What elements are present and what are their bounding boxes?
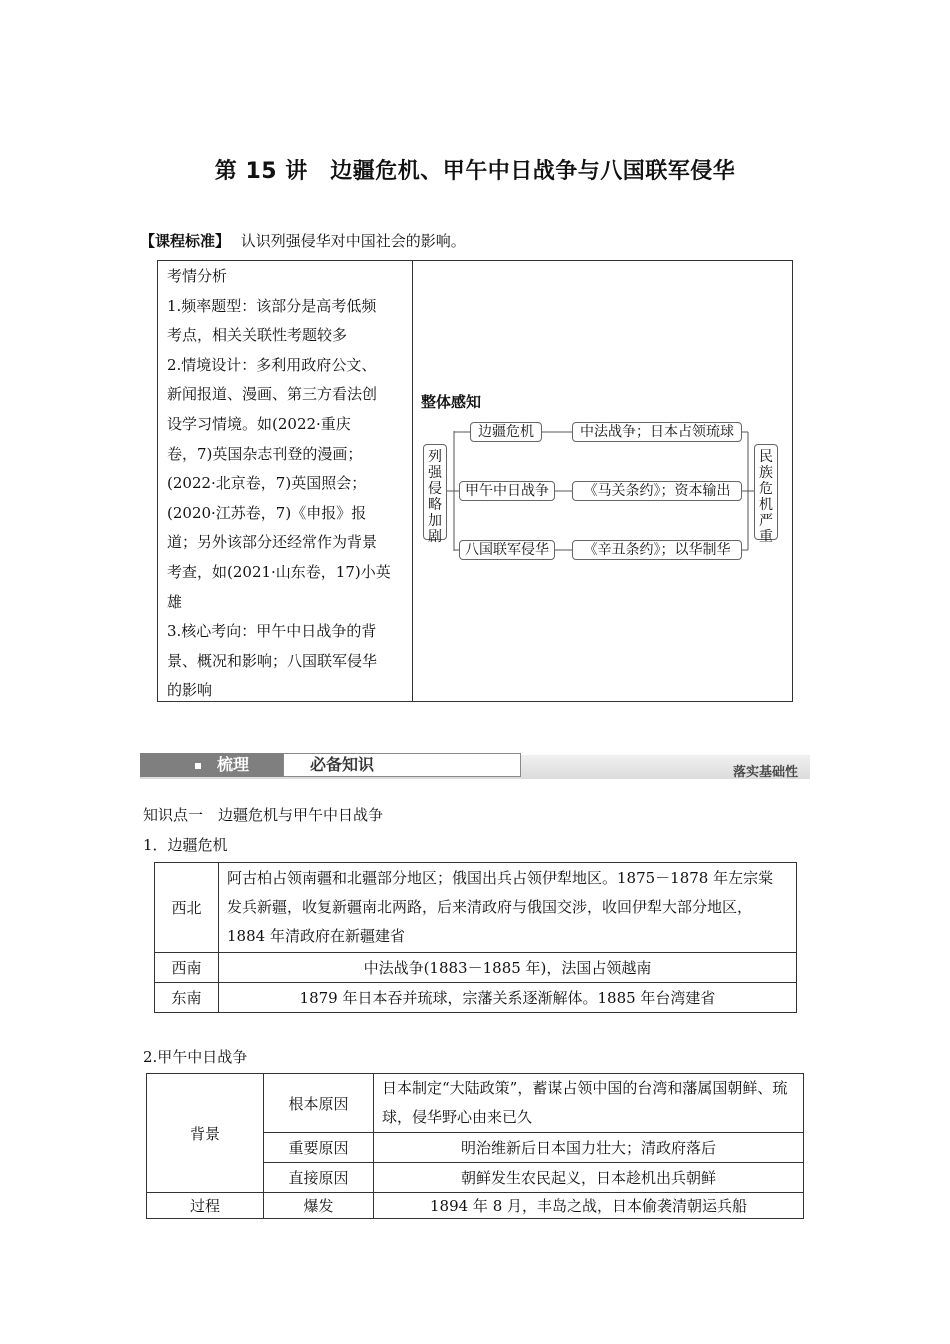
cause-label: 根本原因 — [264, 1074, 374, 1133]
subsection-heading: 1．边疆危机 — [143, 836, 228, 854]
analysis-line: 卷，7)英国杂志刊登的漫画； — [167, 444, 363, 463]
region-text: 中法战争(1883－1885 年)，法国占领越南 — [219, 953, 797, 983]
course-standard — [140, 230, 466, 251]
analysis-line: 道；另外该部分还经常作为背景 — [167, 533, 378, 552]
cause-text: 日本制定“大陆政策”，蓄谋占领中国的台湾和藩属国朝鲜、琉球，侵华野心由来已久 — [374, 1074, 804, 1133]
region-cell: 西南 — [155, 953, 219, 983]
exam-analysis-heading: 考情分析 — [167, 267, 228, 285]
region-cell: 西北 — [155, 863, 219, 953]
cause-label: 直接原因 — [264, 1163, 374, 1193]
analysis-line: 的影响 — [167, 681, 213, 700]
result-node: 《辛丑条约》；以华制华 — [572, 540, 742, 560]
analysis-line: 景、概况和影响；八国联军侵华 — [167, 651, 378, 670]
table-row — [147, 1074, 804, 1133]
table-row — [147, 1193, 804, 1219]
banner-left — [140, 753, 283, 777]
event-node: 甲午中日战争 — [459, 481, 555, 501]
process-cell: 过程 — [147, 1193, 264, 1219]
analysis-line: 考点，相关关联性考题较多 — [167, 326, 348, 345]
war-table — [146, 1073, 804, 1219]
analysis-line: 2.情境设计：多利用政府公文、 — [167, 355, 377, 374]
banner-right: 落实基础性 — [732, 765, 798, 780]
section-banner — [140, 752, 810, 782]
region-text: 1879 年日本吞并琉球，宗藩关系逐渐解体。1885 年台湾建省 — [219, 983, 797, 1013]
subsection-heading: 2.甲午中日战争 — [143, 1048, 248, 1066]
outbreak-text: 1894 年 8 月，丰岛之战，日本偷袭清朝运兵船 — [374, 1193, 804, 1219]
analysis-line: 雄 — [167, 592, 183, 611]
right-node: 民族危机严重 — [754, 444, 778, 540]
result-node: 《马关条约》；资本输出 — [572, 481, 742, 501]
frontier-table — [154, 862, 797, 1013]
table-row — [155, 863, 797, 953]
event-node: 边疆危机 — [470, 422, 542, 442]
result-node: 中法战争；日本占领琉球 — [572, 422, 742, 442]
analysis-line: 设学习情境。如(2022·重庆 — [167, 414, 351, 433]
event-node: 八国联军侵华 — [459, 540, 555, 560]
table-row — [155, 983, 797, 1013]
knowledge-point-heading: 知识点一 边疆危机与甲午中日战争 — [143, 806, 384, 824]
overview-table — [157, 260, 793, 702]
analysis-line: 考查，如(2021·山东卷，17)小英 — [167, 562, 391, 581]
course-standard-text: 认识列强侵华对中国社会的影响。 — [240, 232, 466, 250]
square-icon — [195, 763, 201, 769]
region-cell: 东南 — [155, 983, 219, 1013]
analysis-line: 新闻报道、漫画、第三方看法创 — [167, 385, 378, 404]
cause-label: 重要原因 — [264, 1133, 374, 1163]
page-title: 第 15 讲 边疆危机、甲午中日战争与八国联军侵华 — [214, 159, 736, 184]
cause-text: 明治维新后日本国力壮大；清政府落后 — [374, 1133, 804, 1163]
analysis-line: (2020·江苏卷，7)《申报》报 — [167, 503, 367, 522]
course-standard-label: 【课程标准】 — [140, 232, 231, 250]
analysis-line: 1.频率题型：该部分是高考低频 — [167, 296, 377, 315]
region-text: 阿古柏占领南疆和北疆部分地区；俄国出兵占领伊犁地区。1875－1878 年左宗棠发兵新疆，收复新疆南北两路，后来清政府与俄国交涉，收回伊犁大部分地区，1884 年清政府在新疆建省 — [219, 863, 797, 953]
analysis-line: (2022·北京卷，7)英国照会； — [167, 474, 367, 493]
analysis-line: 3.核心考向：甲午中日战争的背 — [167, 622, 377, 641]
banner-middle-text: 必备知识 — [310, 755, 375, 774]
cause-text: 朝鲜发生农民起义，日本趁机出兵朝鲜 — [374, 1163, 804, 1193]
table-row — [155, 953, 797, 983]
background-cell: 背景 — [147, 1074, 264, 1193]
banner-left-text: 梳理 — [217, 755, 250, 774]
banner-middle — [283, 753, 521, 777]
left-node: 列强侵略加剧 — [423, 444, 447, 540]
overview-label: 整体感知 — [421, 393, 482, 411]
outbreak-label: 爆发 — [264, 1193, 374, 1219]
